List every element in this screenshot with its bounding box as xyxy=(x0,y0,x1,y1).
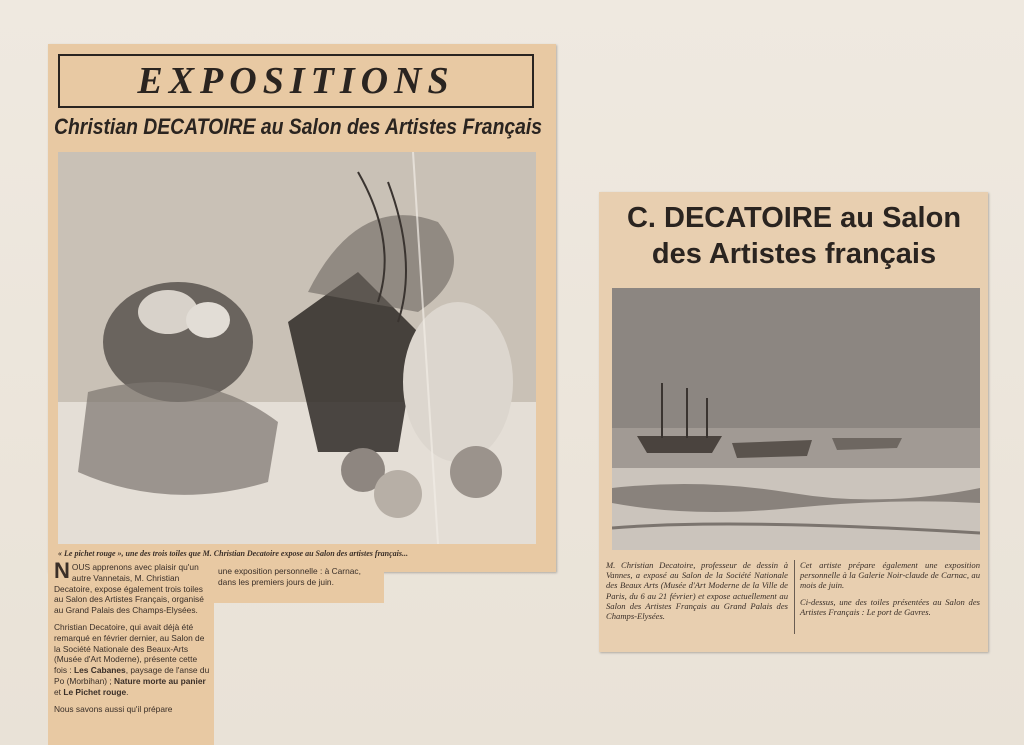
harbor-photo xyxy=(612,288,980,550)
column-divider xyxy=(794,560,795,634)
photo-caption: « Le pichet rouge », une des trois toiles que M. Christian Decatoire expose au Salon des artistes français... xyxy=(58,549,409,558)
right-headline-line2: des Artistes français xyxy=(651,238,937,270)
right-article-col-left: M. Christian Decatoire, professeur de dessin à Vannes, a exposé au Salon de la Société Nationale des Beaux Arts (Musée d'Art Moderne de la Ville de Paris, du 6 au 21 février) et expose actuellement au Salon des Artistes Français au Grand Palais des Champs-Elysées. xyxy=(606,560,788,622)
work-title-nature-morte: Nature morte au panier xyxy=(114,675,206,686)
paragraph-2 xyxy=(54,622,210,698)
still-life-painting xyxy=(58,152,536,544)
article-column-2: une exposition personnelle : à Carnac, dans les premiers jours de juin. xyxy=(218,566,361,587)
paragraph-2-start: Christian Decatoire, qui avait déjà été remarqué en février dernier, au Salon de la Société Nationale des Beaux-Arts (Musée d'Art Moderne), présente cette fois : xyxy=(54,621,205,676)
paragraph-3: Nous savons aussi qu'il prépare xyxy=(54,703,173,714)
paragraph-1-text: OUS apprenons avec plaisir qu'un autre Vannetais, M. Christian Decatoire, expose également trois toiles au Salon des Artistes Français, organisé au Grand Palais des Champs-Elysées. xyxy=(54,562,204,616)
paragraph-1 xyxy=(54,558,210,616)
paragraph-2-mid: , paysage de l'anse du Po (Morbihan) ; xyxy=(54,665,210,686)
paragraph-2-end: . xyxy=(126,686,129,697)
right-paragraph-1: Cet artiste prépare également une exposition personnelle à la Galerie Noir-claude de Carnac, au mois de juin. xyxy=(800,560,980,591)
right-paragraph-2: Ci-dessus, une des toiles présentées au Salon des Artistes Français : Le port de Gavres. xyxy=(800,596,980,617)
right-headline xyxy=(605,200,983,272)
drop-cap: N xyxy=(54,558,70,583)
section-title-box xyxy=(58,54,534,108)
article-column-1 xyxy=(54,558,210,720)
left-headline: Christian DECATOIRE au Salon des Artistes Français xyxy=(54,114,543,139)
harbor-painting xyxy=(612,288,980,550)
work-title-cabanes: Les Cabanes xyxy=(74,665,126,676)
still-life-photo xyxy=(58,152,536,544)
section-title: EXPOSITIONS xyxy=(137,60,455,102)
paragraph-2-and: et xyxy=(54,686,61,697)
right-headline-line1: C. DECATOIRE au Salon xyxy=(626,202,962,234)
work-title-pichet: Le Pichet rouge xyxy=(63,686,127,697)
right-article-col-right xyxy=(800,560,980,623)
